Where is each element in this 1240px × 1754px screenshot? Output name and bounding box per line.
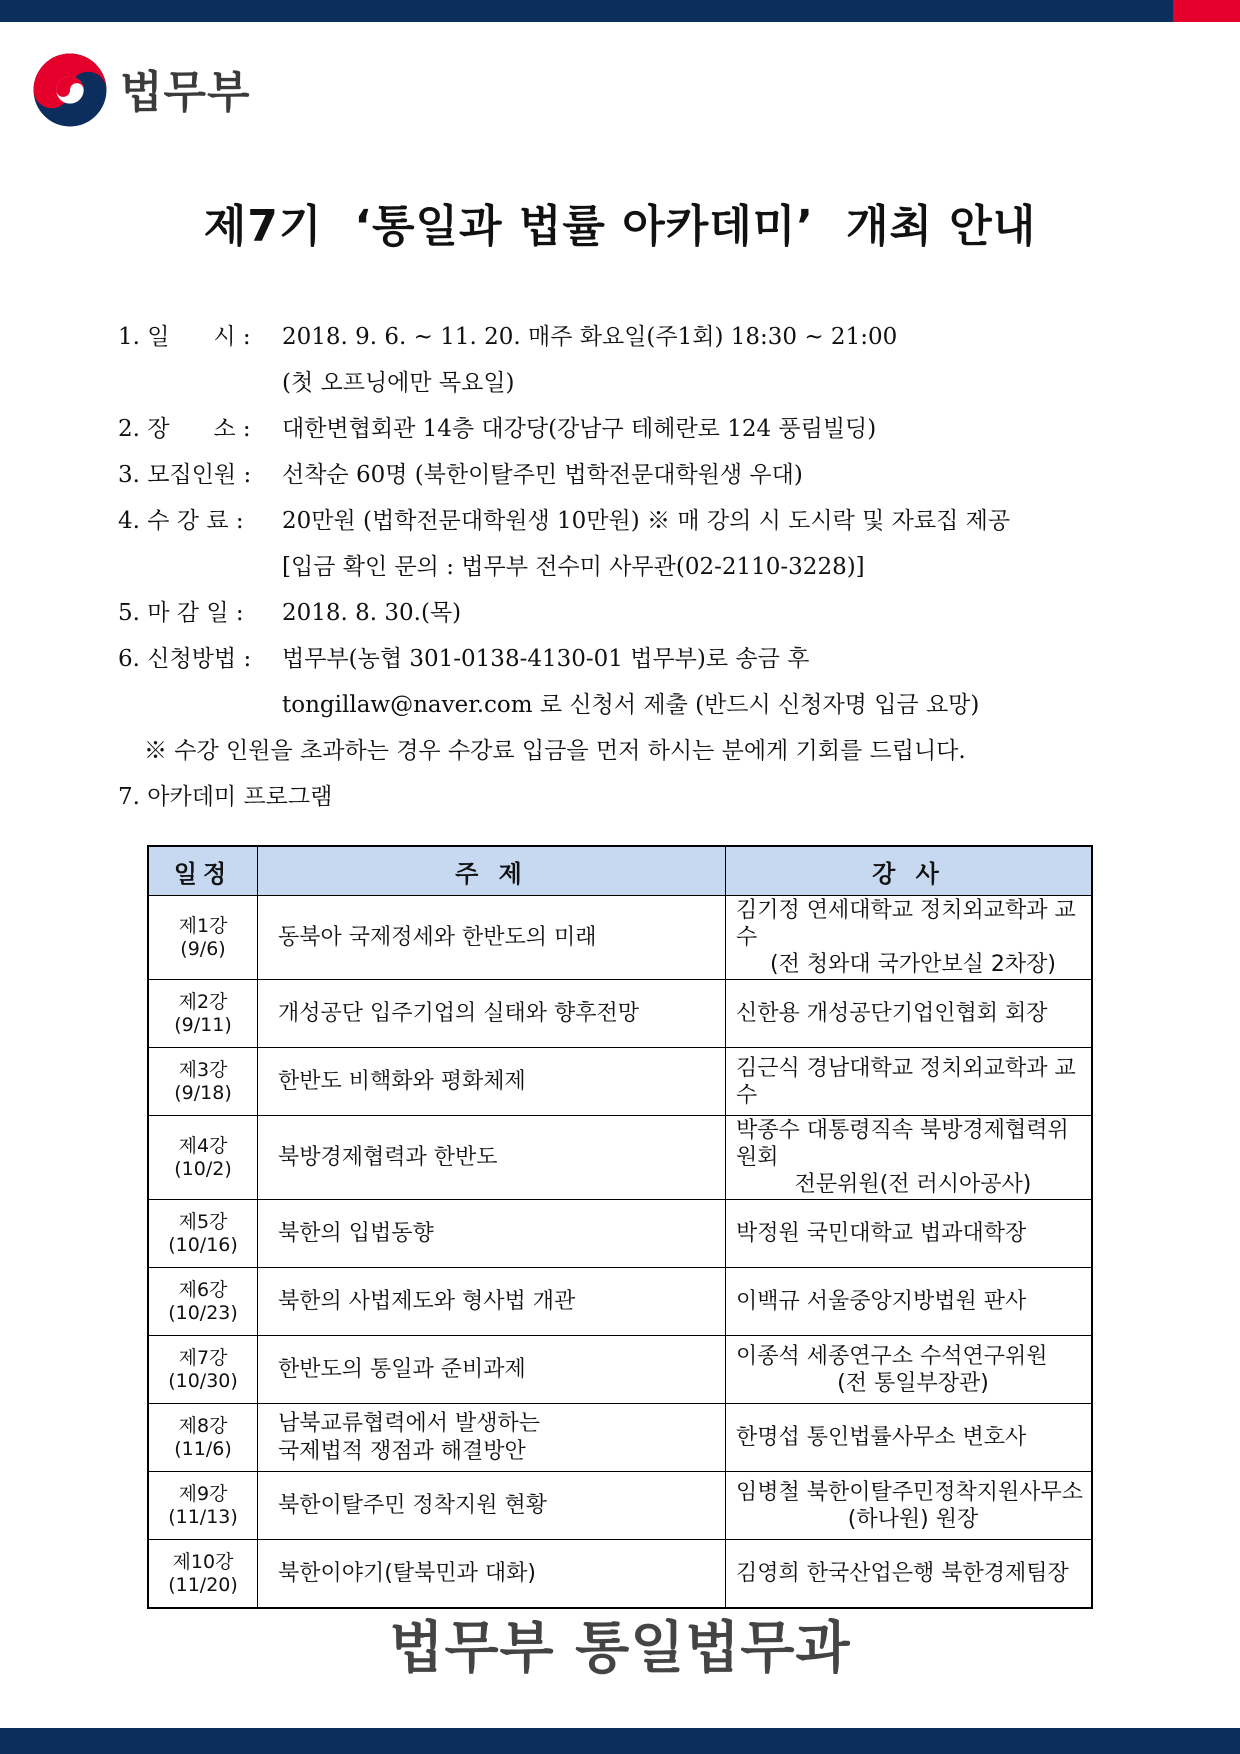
title-part-1: 제7기	[203, 201, 323, 252]
session-date: (11/20)	[168, 1573, 238, 1596]
info-row-deadline	[118, 594, 1118, 640]
info-row-note	[118, 732, 1118, 778]
info-row-fee-contact	[118, 548, 1118, 594]
info-value: 2018. 8. 30.(목)	[282, 600, 462, 626]
event-info-list	[118, 318, 1118, 824]
program-table	[147, 845, 1093, 1609]
title-part-3: 개최 안내	[845, 201, 1037, 252]
topic-line: 북한이탈주민 정착지원 현황	[278, 1492, 548, 1518]
session-cell	[148, 1200, 258, 1268]
taegeuk-icon	[32, 52, 108, 128]
topic-line: 한반도의 통일과 준비과제	[278, 1356, 526, 1382]
info-row-schedule	[118, 318, 1118, 364]
info-label: 4. 수 강 료 :	[118, 508, 244, 534]
header-schedule: 일정	[148, 846, 258, 896]
lecturer-line-2: (하나원) 원장	[847, 1506, 979, 1532]
topic-cell	[258, 1200, 726, 1268]
session-number: 제6강	[178, 1278, 228, 1301]
session-date: (11/13)	[168, 1505, 238, 1528]
session-number: 제9강	[178, 1482, 228, 1505]
bottom-color-bar	[0, 1728, 1240, 1754]
lecturer-cell	[726, 1472, 1093, 1540]
info-label: 6. 신청방법 :	[118, 646, 252, 672]
session-number: 제5강	[178, 1210, 228, 1233]
info-row-apply-email	[118, 686, 1118, 732]
info-value: 2018. 9. 6. ~ 11. 20. 매주 화요일(주1회) 18:30 ~ 21:00	[282, 324, 898, 350]
lecturer-line: 한명섭 통인법률사무소 변호사	[736, 1425, 1027, 1450]
table-header-row	[148, 846, 1092, 896]
info-row-capacity	[118, 456, 1118, 502]
info-label: 2. 장 소 :	[118, 416, 251, 442]
lecturer-cell	[726, 1116, 1093, 1200]
top-bar-navy	[0, 0, 1173, 22]
lecturer-cell	[726, 1048, 1093, 1116]
topic-line: 북방경제협력과 한반도	[278, 1144, 498, 1170]
table-row	[148, 1404, 1092, 1472]
lecturer-line-2: (전 통일부장관)	[837, 1370, 989, 1396]
lecturer-line: 김영희 한국산업은행 북한경제팀장	[736, 1561, 1069, 1586]
lecturer-line: 임병철 북한이탈주민정착지원사무소	[736, 1479, 1084, 1505]
info-row-fee	[118, 502, 1118, 548]
footer-department: 법무부 통일법무과	[389, 1616, 851, 1681]
lecturer-cell	[726, 1404, 1093, 1472]
session-cell	[148, 1336, 258, 1404]
info-value: tongillaw@naver.com 로 신청서 제출 (반드시 신청자명 입금 요망)	[282, 692, 980, 718]
table-row	[148, 1048, 1092, 1116]
lecturer-cell	[726, 980, 1093, 1048]
session-cell	[148, 1540, 258, 1609]
session-date: (9/18)	[174, 1081, 232, 1104]
topic-cell	[258, 980, 726, 1048]
topic-cell	[258, 896, 726, 980]
table-row	[148, 1336, 1092, 1404]
lecturer-line-2: 전문위원(전 러시아공사)	[794, 1172, 1032, 1197]
session-date: (10/30)	[168, 1369, 238, 1392]
table-row	[148, 1116, 1092, 1200]
info-value: 법무부(농협 301-0138-4130-01 법무부)로 송금 후	[282, 646, 810, 672]
topic-line: 북한이야기(탈북민과 대화)	[278, 1560, 536, 1586]
session-cell	[148, 1048, 258, 1116]
info-row-schedule-note	[118, 364, 1118, 410]
info-label: 3. 모집인원 :	[118, 462, 252, 488]
session-number: 제10강	[172, 1550, 234, 1573]
session-cell	[148, 1116, 258, 1200]
lecturer-line: 김근식 경남대학교 정치외교학과 교수	[736, 1055, 1076, 1108]
info-label: 1. 일 시 :	[118, 324, 251, 350]
topic-cell	[258, 1540, 726, 1609]
lecturer-cell	[726, 1540, 1093, 1609]
top-bar-red	[1173, 0, 1240, 22]
session-cell	[148, 1404, 258, 1472]
lecturer-line: 박종수 대통령직속 북방경제협력위원회	[736, 1118, 1069, 1170]
lecturer-line: 이백규 서울중앙지방법원 판사	[736, 1289, 1027, 1314]
topic-line: 남북교류협력에서 발생하는	[278, 1410, 541, 1436]
lecturer-cell	[726, 1200, 1093, 1268]
topic-line: 동북아 국제정세와 한반도의 미래	[278, 924, 597, 950]
session-number: 제7강	[178, 1346, 228, 1369]
session-number: 제1강	[178, 914, 228, 937]
header-topic: 주 제	[258, 846, 726, 896]
topic-cell	[258, 1116, 726, 1200]
program-heading: 7. 아카데미 프로그램	[118, 784, 333, 810]
info-row-program	[118, 778, 1118, 824]
page-title	[0, 190, 1240, 254]
lecturer-line: 박정원 국민대학교 법과대학장	[736, 1221, 1027, 1246]
topic-cell	[258, 1268, 726, 1336]
table-row	[148, 980, 1092, 1048]
lecturer-line-2: (전 청와대 국가안보실 2차장)	[770, 952, 1056, 977]
topic-line: 북한의 사법제도와 형사법 개관	[278, 1288, 576, 1314]
session-date: (9/6)	[180, 937, 226, 960]
session-date: (10/2)	[174, 1157, 232, 1180]
lecturer-line: 김기정 연세대학교 정치외교학과 교수	[736, 898, 1076, 950]
lecturer-cell	[726, 1268, 1093, 1336]
topic-line: 북한의 입법동향	[278, 1220, 434, 1246]
info-row-venue	[118, 410, 1118, 456]
info-label: 5. 마 감 일 :	[118, 600, 244, 626]
ministry-logo-text: 법무부	[120, 67, 251, 118]
info-value: (첫 오프닝에만 목요일)	[282, 370, 515, 396]
table-row	[148, 1472, 1092, 1540]
session-date: (10/16)	[168, 1233, 238, 1256]
session-cell	[148, 980, 258, 1048]
enrollment-note: ※ 수강 인원을 초과하는 경우 수강료 입금을 먼저 하시는 분에게 기회를 드립니다.	[144, 738, 966, 764]
info-value: 20만원 (법학전문대학원생 10만원) ※ 매 강의 시 도시락 및 자료집 제공	[282, 508, 1011, 534]
header-lecturer: 강 사	[726, 846, 1093, 896]
session-cell	[148, 1268, 258, 1336]
topic-cell	[258, 1472, 726, 1540]
lecturer-line: 신한용 개성공단기업인협회 회장	[736, 1001, 1048, 1026]
table-row	[148, 896, 1092, 980]
session-number: 제8강	[178, 1414, 228, 1437]
table-row	[148, 1200, 1092, 1268]
topic-cell	[258, 1048, 726, 1116]
info-value: 대한변협회관 14층 대강당(강남구 테헤란로 124 풍림빌딩)	[282, 416, 877, 442]
info-value: [입금 확인 문의 : 법무부 전수미 사무관(02-2110-3228)]	[282, 554, 865, 580]
info-value: 선착순 60명 (북한이탈주민 법학전문대학원생 우대)	[282, 462, 803, 488]
session-number: 제3강	[178, 1058, 228, 1081]
topic-line-2: 국제법적 쟁점과 해결방안	[278, 1438, 526, 1464]
topic-line: 한반도 비핵화와 평화체제	[278, 1068, 526, 1094]
session-number: 제4강	[178, 1134, 228, 1157]
top-color-bar	[0, 0, 1240, 22]
session-cell	[148, 896, 258, 980]
topic-line: 개성공단 입주기업의 실태와 향후전망	[278, 1000, 640, 1026]
topic-cell	[258, 1336, 726, 1404]
session-date: (11/6)	[174, 1437, 232, 1460]
session-cell	[148, 1472, 258, 1540]
table-row	[148, 1268, 1092, 1336]
table-row	[148, 1540, 1092, 1609]
session-date: (10/23)	[168, 1301, 238, 1324]
title-part-2: ‘통일과 법률 아카데미’	[354, 201, 814, 252]
lecturer-cell	[726, 1336, 1093, 1404]
lecturer-line: 이종석 세종연구소 수석연구위원	[736, 1343, 1048, 1369]
session-number: 제2강	[178, 990, 228, 1013]
session-date: (9/11)	[174, 1013, 232, 1036]
topic-cell	[258, 1404, 726, 1472]
info-row-apply	[118, 640, 1118, 686]
lecturer-cell	[726, 896, 1093, 980]
